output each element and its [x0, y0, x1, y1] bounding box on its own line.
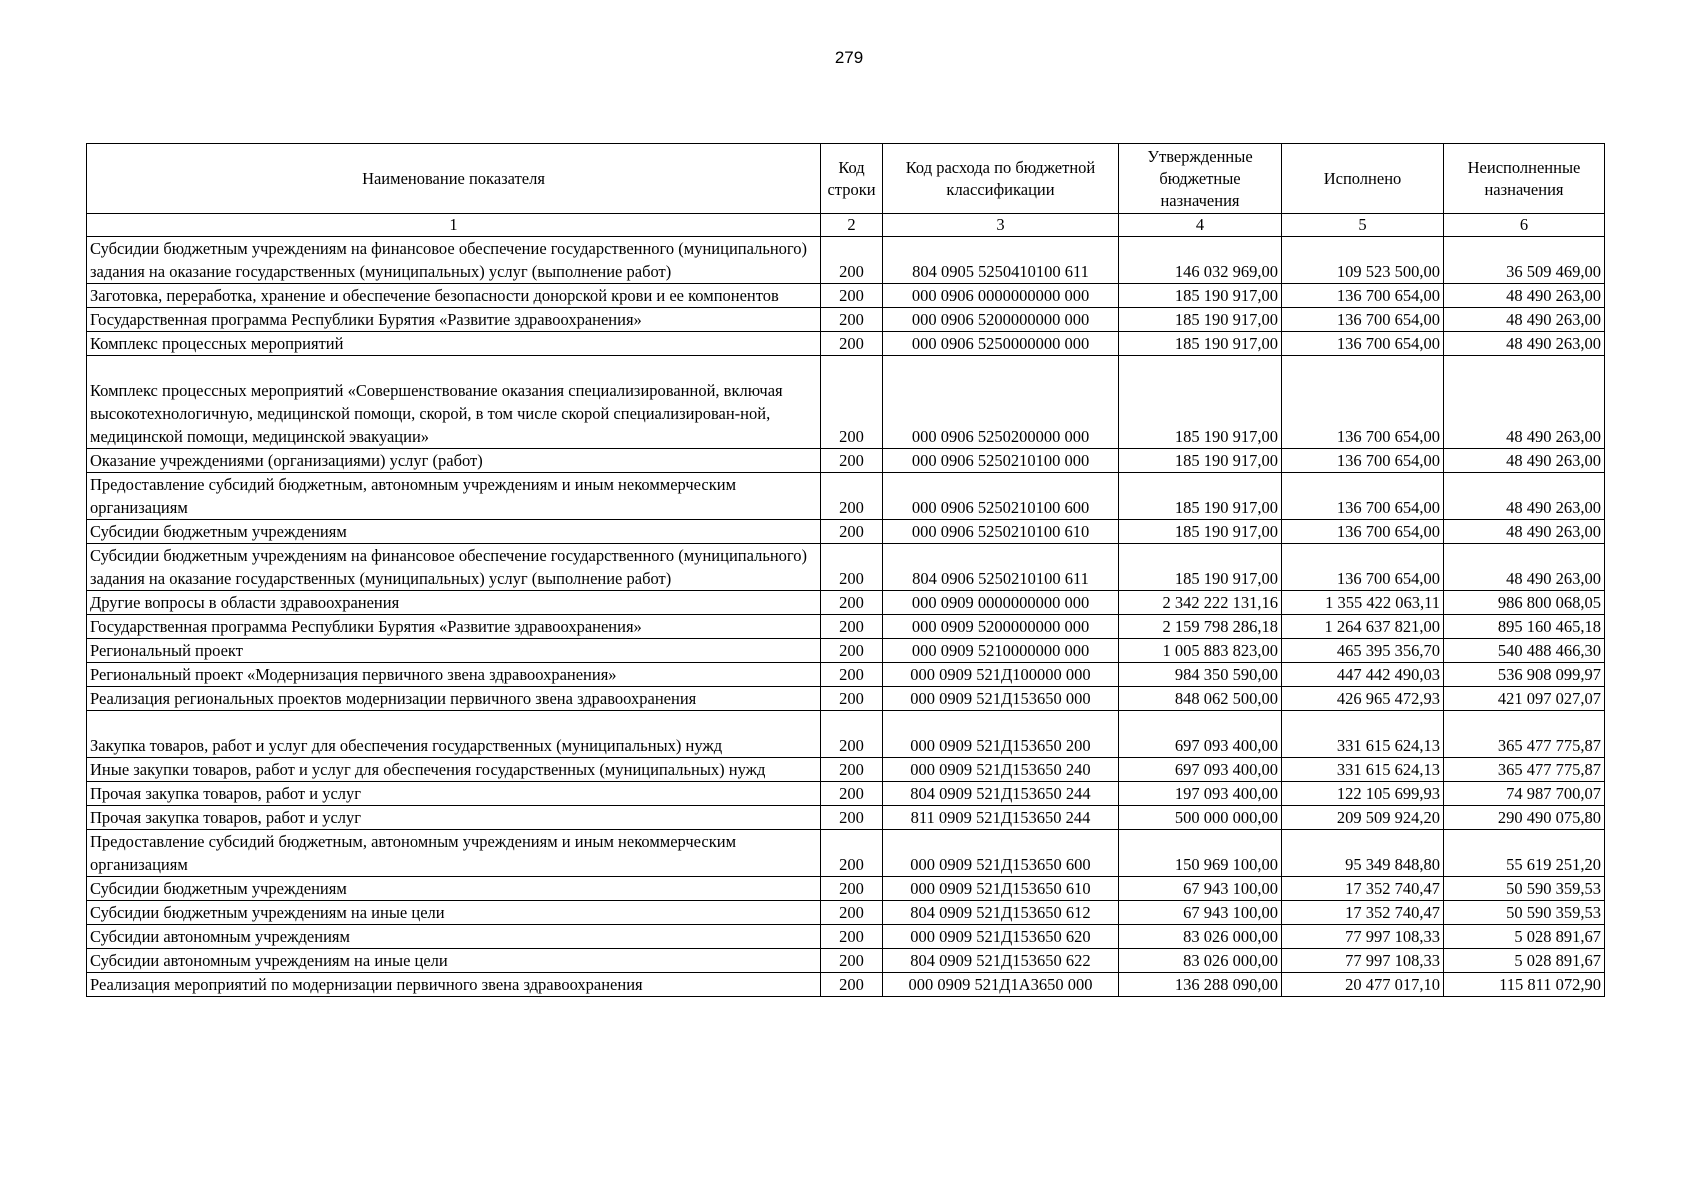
indicator-name-cell: Субсидии бюджетным учреждениям на финансовое обеспечение государственного (муниципального) задания на оказание государственных (муниципальных) услуг (выполнение работ)	[87, 544, 821, 591]
executed-amount-cell: 209 509 924,20	[1282, 806, 1444, 830]
executed-amount-cell: 136 700 654,00	[1282, 332, 1444, 356]
indicator-name-cell: Другие вопросы в области здравоохранения	[87, 591, 821, 615]
approved-amount-cell: 185 190 917,00	[1119, 284, 1282, 308]
budget-execution-table	[86, 143, 1605, 997]
executed-amount-cell: 136 700 654,00	[1282, 356, 1444, 449]
indicator-name-cell: Субсидии бюджетным учреждениям	[87, 520, 821, 544]
executed-amount-cell: 331 615 624,13	[1282, 758, 1444, 782]
expense-code-cell: 804 0906 5250210100 611	[883, 544, 1119, 591]
row-code-cell: 200	[821, 830, 883, 877]
indicator-name-cell: Предоставление субсидий бюджетным, автономным учреждениям и иным некоммерческим организациям	[87, 473, 821, 520]
approved-amount-cell: 185 190 917,00	[1119, 520, 1282, 544]
approved-amount-cell: 697 093 400,00	[1119, 758, 1282, 782]
row-code-cell: 200	[821, 615, 883, 639]
expense-code-cell: 000 0909 5200000000 000	[883, 615, 1119, 639]
indicator-name-text: Закупка товаров, работ и услуг для обеспечения государственных (муниципальных) нужд	[90, 736, 723, 755]
approved-amount-cell: 83 026 000,00	[1119, 949, 1282, 973]
row-code-cell: 200	[821, 544, 883, 591]
approved-amount-cell: 697 093 400,00	[1119, 711, 1282, 758]
table-row	[87, 615, 1605, 639]
remaining-amount-cell: 540 488 466,30	[1444, 639, 1605, 663]
table-row	[87, 520, 1605, 544]
remaining-amount-cell: 50 590 359,53	[1444, 901, 1605, 925]
executed-amount-cell: 136 700 654,00	[1282, 308, 1444, 332]
row-code-cell: 200	[821, 711, 883, 758]
header-approved: Утвержденные бюджетные назначения	[1119, 144, 1282, 214]
remaining-amount-cell: 895 160 465,18	[1444, 615, 1605, 639]
row-code-cell: 200	[821, 284, 883, 308]
table-row	[87, 782, 1605, 806]
indicator-name-cell: Прочая закупка товаров, работ и услуг	[87, 782, 821, 806]
column-number: 2	[821, 214, 883, 237]
expense-code-cell: 000 0906 5250000000 000	[883, 332, 1119, 356]
executed-amount-cell: 447 442 490,03	[1282, 663, 1444, 687]
approved-amount-cell: 83 026 000,00	[1119, 925, 1282, 949]
row-code-cell: 200	[821, 877, 883, 901]
remaining-amount-cell: 48 490 263,00	[1444, 520, 1605, 544]
blank-line-spacer	[90, 356, 817, 379]
remaining-amount-cell: 74 987 700,07	[1444, 782, 1605, 806]
approved-amount-cell: 136 288 090,00	[1119, 973, 1282, 997]
row-code-cell: 200	[821, 332, 883, 356]
remaining-amount-cell: 536 908 099,97	[1444, 663, 1605, 687]
table-row	[87, 591, 1605, 615]
remaining-amount-cell: 48 490 263,00	[1444, 332, 1605, 356]
indicator-name-cell: Иные закупки товаров, работ и услуг для обеспечения государственных (муниципальных) нужд	[87, 758, 821, 782]
approved-amount-cell: 2 342 222 131,16	[1119, 591, 1282, 615]
expense-code-cell: 000 0909 5210000000 000	[883, 639, 1119, 663]
executed-amount-cell: 331 615 624,13	[1282, 711, 1444, 758]
approved-amount-cell: 67 943 100,00	[1119, 901, 1282, 925]
row-code-cell: 200	[821, 925, 883, 949]
header-executed: Исполнено	[1282, 144, 1444, 214]
remaining-amount-cell: 48 490 263,00	[1444, 544, 1605, 591]
column-number: 6	[1444, 214, 1605, 237]
approved-amount-cell: 984 350 590,00	[1119, 663, 1282, 687]
header-row	[87, 144, 1605, 214]
remaining-amount-cell: 55 619 251,20	[1444, 830, 1605, 877]
approved-amount-cell: 848 062 500,00	[1119, 687, 1282, 711]
remaining-amount-cell: 48 490 263,00	[1444, 356, 1605, 449]
column-number: 3	[883, 214, 1119, 237]
table-row	[87, 806, 1605, 830]
indicator-name-cell: Региональный проект «Модернизация первичного звена здравоохранения»	[87, 663, 821, 687]
executed-amount-cell: 1 355 422 063,11	[1282, 591, 1444, 615]
table-row	[87, 284, 1605, 308]
table-row	[87, 332, 1605, 356]
approved-amount-cell: 146 032 969,00	[1119, 237, 1282, 284]
expense-code-cell: 000 0906 5250210100 610	[883, 520, 1119, 544]
indicator-name-cell: Реализация региональных проектов модернизации первичного звена здравоохранения	[87, 687, 821, 711]
row-code-cell: 200	[821, 473, 883, 520]
expense-code-cell: 000 0909 521Д153650 600	[883, 830, 1119, 877]
remaining-amount-cell: 115 811 072,90	[1444, 973, 1605, 997]
indicator-name-cell	[87, 711, 821, 758]
table-row	[87, 663, 1605, 687]
approved-amount-cell: 185 190 917,00	[1119, 356, 1282, 449]
row-code-cell: 200	[821, 308, 883, 332]
table-row	[87, 901, 1605, 925]
executed-amount-cell: 426 965 472,93	[1282, 687, 1444, 711]
executed-amount-cell: 17 352 740,47	[1282, 901, 1444, 925]
table-row	[87, 877, 1605, 901]
executed-amount-cell: 136 700 654,00	[1282, 449, 1444, 473]
remaining-amount-cell: 421 097 027,07	[1444, 687, 1605, 711]
table-row	[87, 308, 1605, 332]
approved-amount-cell: 500 000 000,00	[1119, 806, 1282, 830]
expense-code-cell: 811 0909 521Д153650 244	[883, 806, 1119, 830]
indicator-name-cell: Государственная программа Республики Бурятия «Развитие здравоохранения»	[87, 615, 821, 639]
blank-line-spacer	[90, 711, 817, 734]
row-code-cell: 200	[821, 949, 883, 973]
column-number: 4	[1119, 214, 1282, 237]
row-code-cell: 200	[821, 758, 883, 782]
row-code-cell: 200	[821, 973, 883, 997]
expense-code-cell: 000 0909 521Д153650 620	[883, 925, 1119, 949]
executed-amount-cell: 17 352 740,47	[1282, 877, 1444, 901]
indicator-name-cell: Государственная программа Республики Бурятия «Развитие здравоохранения»	[87, 308, 821, 332]
expense-code-cell: 000 0909 0000000000 000	[883, 591, 1119, 615]
expense-code-cell: 000 0906 0000000000 000	[883, 284, 1119, 308]
indicator-name-cell: Субсидии автономным учреждениям	[87, 925, 821, 949]
approved-amount-cell: 185 190 917,00	[1119, 449, 1282, 473]
row-code-cell: 200	[821, 591, 883, 615]
indicator-name-cell: Региональный проект	[87, 639, 821, 663]
executed-amount-cell: 109 523 500,00	[1282, 237, 1444, 284]
expense-code-cell: 000 0909 521Д153650 200	[883, 711, 1119, 758]
remaining-amount-cell: 986 800 068,05	[1444, 591, 1605, 615]
table-row	[87, 356, 1605, 449]
header-remaining: Неисполненные назначения	[1444, 144, 1605, 214]
table-row	[87, 237, 1605, 284]
executed-amount-cell: 95 349 848,80	[1282, 830, 1444, 877]
expense-code-cell: 000 0909 521Д153650 610	[883, 877, 1119, 901]
expense-code-cell: 804 0909 521Д153650 244	[883, 782, 1119, 806]
approved-amount-cell: 185 190 917,00	[1119, 544, 1282, 591]
expense-code-cell: 804 0909 521Д153650 622	[883, 949, 1119, 973]
approved-amount-cell: 1 005 883 823,00	[1119, 639, 1282, 663]
expense-code-cell: 000 0909 521Д153650 000	[883, 687, 1119, 711]
approved-amount-cell: 150 969 100,00	[1119, 830, 1282, 877]
expense-code-cell: 000 0906 5250200000 000	[883, 356, 1119, 449]
table-row	[87, 639, 1605, 663]
approved-amount-cell: 67 943 100,00	[1119, 877, 1282, 901]
executed-amount-cell: 136 700 654,00	[1282, 544, 1444, 591]
table-row	[87, 687, 1605, 711]
table-row	[87, 925, 1605, 949]
indicator-name-cell: Оказание учреждениями (организациями) услуг (работ)	[87, 449, 821, 473]
executed-amount-cell: 136 700 654,00	[1282, 473, 1444, 520]
expense-code-cell: 000 0906 5200000000 000	[883, 308, 1119, 332]
row-code-cell: 200	[821, 901, 883, 925]
executed-amount-cell: 1 264 637 821,00	[1282, 615, 1444, 639]
expense-code-cell: 804 0909 521Д153650 612	[883, 901, 1119, 925]
row-code-cell: 200	[821, 237, 883, 284]
row-code-cell: 200	[821, 687, 883, 711]
row-code-cell: 200	[821, 520, 883, 544]
table-row	[87, 449, 1605, 473]
header-row-code: Код строки	[821, 144, 883, 214]
remaining-amount-cell: 48 490 263,00	[1444, 308, 1605, 332]
page-number: 279	[834, 48, 864, 67]
column-number: 5	[1282, 214, 1444, 237]
indicator-name-cell: Заготовка, переработка, хранение и обеспечение безопасности донорской крови и ее компонентов	[87, 284, 821, 308]
expense-code-cell: 000 0906 5250210100 000	[883, 449, 1119, 473]
header-indicator-name: Наименование показателя	[87, 144, 821, 214]
column-number-row	[87, 214, 1605, 237]
expense-code-cell: 000 0909 521Д1А3650 000	[883, 973, 1119, 997]
remaining-amount-cell: 290 490 075,80	[1444, 806, 1605, 830]
remaining-amount-cell: 48 490 263,00	[1444, 449, 1605, 473]
indicator-name-cell	[87, 356, 821, 449]
table-row	[87, 711, 1605, 758]
indicator-name-cell: Прочая закупка товаров, работ и услуг	[87, 806, 821, 830]
remaining-amount-cell: 36 509 469,00	[1444, 237, 1605, 284]
indicator-name-cell: Предоставление субсидий бюджетным, автономным учреждениям и иным некоммерческим организациям	[87, 830, 821, 877]
executed-amount-cell: 136 700 654,00	[1282, 520, 1444, 544]
executed-amount-cell: 20 477 017,10	[1282, 973, 1444, 997]
expense-code-cell: 000 0906 5250210100 600	[883, 473, 1119, 520]
table-row	[87, 973, 1605, 997]
remaining-amount-cell: 48 490 263,00	[1444, 284, 1605, 308]
remaining-amount-cell: 365 477 775,87	[1444, 758, 1605, 782]
approved-amount-cell: 185 190 917,00	[1119, 308, 1282, 332]
indicator-name-cell: Субсидии бюджетным учреждениям	[87, 877, 821, 901]
executed-amount-cell: 136 700 654,00	[1282, 284, 1444, 308]
indicator-name-text: Комплекс процессных мероприятий «Совершенствование оказания специализированной, включая высокотехнологичную, медицинской помощи, скорой, в том числе скорой специализирован-ной, медицинской помощи, медицинской эвакуации»	[90, 381, 783, 446]
header-expense-code: Код расхода по бюджетной классификации	[883, 144, 1119, 214]
indicator-name-cell: Комплекс процессных мероприятий	[87, 332, 821, 356]
expense-code-cell: 000 0909 521Д100000 000	[883, 663, 1119, 687]
table-row	[87, 544, 1605, 591]
column-number: 1	[87, 214, 821, 237]
row-code-cell: 200	[821, 806, 883, 830]
remaining-amount-cell: 5 028 891,67	[1444, 925, 1605, 949]
row-code-cell: 200	[821, 782, 883, 806]
executed-amount-cell: 77 997 108,33	[1282, 925, 1444, 949]
row-code-cell: 200	[821, 356, 883, 449]
remaining-amount-cell: 48 490 263,00	[1444, 473, 1605, 520]
table-body	[87, 237, 1605, 997]
indicator-name-cell: Субсидии автономным учреждениям на иные цели	[87, 949, 821, 973]
remaining-amount-cell: 5 028 891,67	[1444, 949, 1605, 973]
executed-amount-cell: 77 997 108,33	[1282, 949, 1444, 973]
table-row	[87, 473, 1605, 520]
table-row	[87, 758, 1605, 782]
indicator-name-cell: Субсидии бюджетным учреждениям на финансовое обеспечение государственного (муниципального) задания на оказание государственных (муниципальных) услуг (выполнение работ)	[87, 237, 821, 284]
indicator-name-cell: Реализация мероприятий по модернизации первичного звена здравоохранения	[87, 973, 821, 997]
approved-amount-cell: 197 093 400,00	[1119, 782, 1282, 806]
approved-amount-cell: 185 190 917,00	[1119, 332, 1282, 356]
approved-amount-cell: 2 159 798 286,18	[1119, 615, 1282, 639]
approved-amount-cell: 185 190 917,00	[1119, 473, 1282, 520]
indicator-name-cell: Субсидии бюджетным учреждениям на иные цели	[87, 901, 821, 925]
table-row	[87, 949, 1605, 973]
row-code-cell: 200	[821, 663, 883, 687]
row-code-cell: 200	[821, 639, 883, 663]
remaining-amount-cell: 365 477 775,87	[1444, 711, 1605, 758]
table-row	[87, 830, 1605, 877]
expense-code-cell: 804 0905 5250410100 611	[883, 237, 1119, 284]
executed-amount-cell: 465 395 356,70	[1282, 639, 1444, 663]
row-code-cell: 200	[821, 449, 883, 473]
expense-code-cell: 000 0909 521Д153650 240	[883, 758, 1119, 782]
remaining-amount-cell: 50 590 359,53	[1444, 877, 1605, 901]
executed-amount-cell: 122 105 699,93	[1282, 782, 1444, 806]
